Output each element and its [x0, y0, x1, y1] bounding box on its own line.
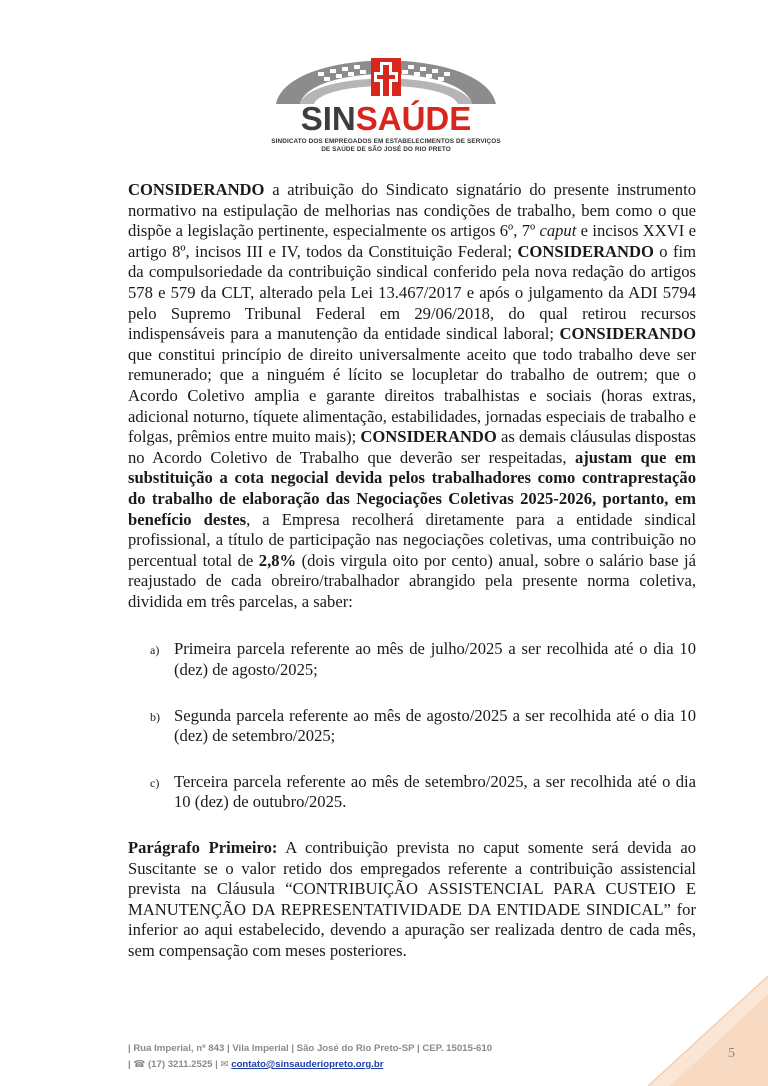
considerando-4: CONSIDERANDO — [360, 427, 497, 447]
sinsaude-logo — [258, 26, 514, 153]
percentage-value: 2,8% — [258, 550, 297, 570]
logo-word-saude: SAÚDE — [355, 100, 472, 137]
text-segment: e incisos XXVI e artigo 8º, incisos III e IV, todos da Constituição Federal; — [128, 221, 696, 261]
footer-phone-email — [128, 1057, 492, 1073]
logo-arch-graphic — [258, 26, 514, 106]
text-segment: , a Empresa recolherá diretamente para a entidade sindical profissional, a título de participação nas negociações coletivas, uma contribuição no percentual total de — [128, 509, 696, 570]
logo-subtitle-line2: DE SAÚDE DE SÃO JOSÉ DO RIO PRETO — [321, 146, 451, 153]
caput-italic: caput — [539, 221, 577, 241]
list-item — [128, 706, 696, 747]
text-segment: as demais cláusulas dispostas no Acordo Coletivo de Trabalho que deverão ser respeitadas, — [128, 427, 697, 467]
footer-phone: | ☎ (17) 3211.2525 | ✉ — [128, 1059, 232, 1070]
text-segment: a atribuição do Sindicato signatário do presente instrumento normativo na estipulação de melhorias nas condições de trabalho, bem como o que dispõe a legislação pertinente, especialmente os artigos 6º, 7º — [128, 180, 696, 241]
considerando-paragraph — [128, 180, 696, 612]
page-number: 5 — [728, 1046, 735, 1061]
list-marker: b) — [150, 709, 160, 724]
ajustam-bold-clause: ajustam que em substituição a cota negocial devida pelos trabalhadores como contraprestação do trabalho de elaboração das Negociações Coletivas 2025-2026, portanto, em benefício destes — [128, 447, 696, 529]
logo-wordmark — [258, 102, 514, 136]
list-marker: a) — [150, 643, 160, 658]
considerando-2: CONSIDERANDO — [517, 241, 654, 261]
list-item — [128, 639, 696, 680]
paragrafo-primeiro-label: Parágrafo Primeiro: — [128, 838, 278, 858]
corner-accent-decoration — [648, 976, 768, 1086]
list-item-text: Terceira parcela referente ao mês de setembro/2025, a ser recolhida até o dia 10 (dez) de outubro/2025. — [174, 771, 696, 812]
considerando-3: CONSIDERANDO — [559, 324, 696, 344]
footer-contact — [128, 1041, 492, 1073]
document-body — [128, 180, 696, 962]
list-marker: c) — [150, 775, 160, 790]
list-item — [128, 772, 696, 813]
text-segment: que constitui princípio de direito universalmente aceito que todo trabalho deve ser remunerado; que a ninguém é lícito se locupletar do trabalho de outrem; que o Acordo Coletivo amplia e garante direitos trabalhistas e sociais (horas extras, adicional noturno, tíquete alimentação, estabilidades, jornadas especiais de trabalho e folgas, prêmios entre muito mais); — [128, 344, 696, 447]
paragrafo-primeiro — [128, 838, 696, 962]
text-segment: A contribuição prevista no caput somente será devida ao Suscitante se o valor retido dos empregados referente a contribuição assistencial prevista na Cláusula “CONTRIBUIÇÃO ASSISTENCIAL PARA CUSTEIO E MANUTENÇÃO DA REPRESENTATIVIDADE DA ENTIDADE SINDICAL” for inferior ao aqui estabelecido, devendo a apuração ser realizada dentro de cada mês, sem compensação com meses posteriores. — [128, 838, 696, 960]
footer-address: | Rua Imperial, nº 843 | Vila Imperial | São José do Rio Preto-SP | CEP. 15015-610 — [128, 1043, 493, 1054]
logo-subtitle — [258, 138, 514, 154]
footer-email-link[interactable]: contato@sinsauderiopreto.org.br — [231, 1059, 384, 1070]
list-item-text: Primeira parcela referente ao mês de julho/2025 a ser recolhida até o dia 10 (dez) de agosto/2025; — [174, 639, 696, 680]
logo-word-sin: SIN — [300, 100, 356, 137]
logo-subtitle-line1: SINDICATO DOS EMPREGADOS EM ESTABELECIMENTOS DE SERVIÇOS — [271, 138, 501, 145]
list-item-text: Segunda parcela referente ao mês de agosto/2025 a ser recolhida até o dia 10 (dez) de setembro/2025; — [174, 705, 696, 746]
text-segment: o fim da compulsoriedade da contribuição sindical conferido pela nova redação do artigos 578 e 579 da CLT, alterado pela Lei 13.467/2017 e após o julgamento da ADI 5794 pelo Supremo Tribunal Federal em 29/06/2018, do qual retirou recursos indispensáveis para a manutenção da entidade sindical laboral; — [128, 241, 696, 344]
text-segment: (dois virgula oito por cento) anual, sobre o salário base já reajustado de cada obreiro/trabalhador abrangido pela presente norma coletiva, dividida em três parcelas, a saber: — [128, 550, 696, 611]
installments-list — [128, 639, 696, 813]
considerando-1: CONSIDERANDO — [128, 180, 265, 199]
